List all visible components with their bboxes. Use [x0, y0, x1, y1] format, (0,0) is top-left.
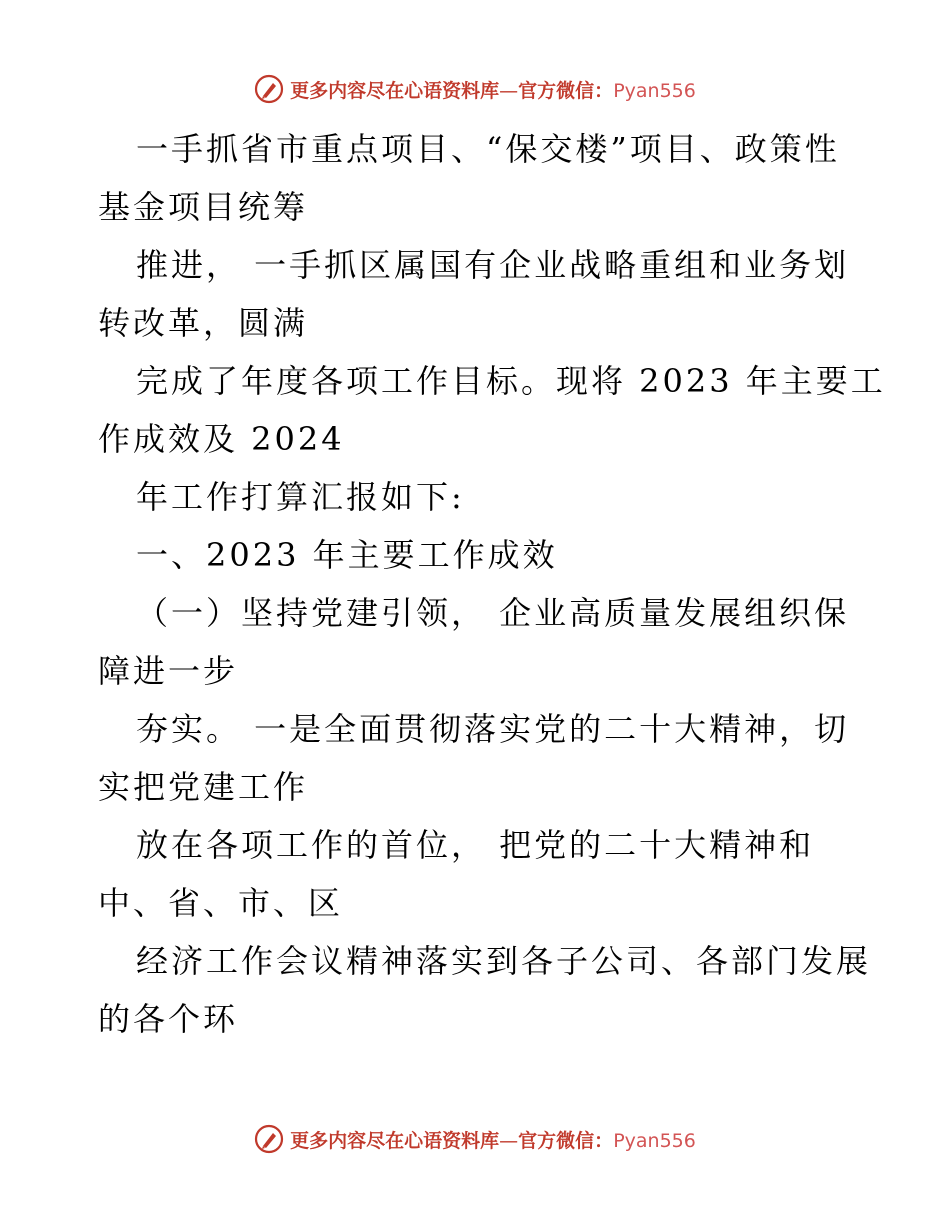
watermark-text: 更多内容尽在心语资料库—官方微信：Pyan556 [290, 1129, 696, 1152]
text-line: 实把党建工作 [98, 768, 309, 806]
text-line: 作成效及 2024 [98, 420, 345, 458]
text-line: 夯实。 一是全面贯彻落实党的二十大精神，切 [136, 710, 850, 748]
section-heading: 一、2023 年主要工作成效 [136, 536, 558, 574]
text-line: 放在各项工作的首位， 把党的二十大精神和 [136, 826, 815, 864]
subsection-heading: （一）坚持党建引领， 企业高质量发展组织保 [136, 594, 850, 632]
text-line: 完成了年度各项工作目标。现将 2023 年主要工 [136, 362, 886, 400]
watermark-footer [0, 1122, 950, 1156]
text-line: 一手抓省市重点项目、“保交楼”项目、政策性 [136, 130, 840, 168]
watermark-header [0, 72, 950, 106]
document-body [98, 120, 886, 1048]
text-line: 经济工作会议精神落实到各子公司、各部门发展 [136, 942, 872, 980]
text-line: 障进一步 [98, 652, 239, 690]
text-line: 转改革，圆满 [98, 304, 309, 342]
text-line: 的各个环 [98, 1000, 239, 1038]
pen-logo-icon [254, 74, 284, 104]
text-line: 年工作打算汇报如下: [136, 478, 465, 516]
pen-logo-icon [254, 1124, 284, 1154]
text-line: 基金项目统筹 [98, 188, 309, 226]
watermark-text: 更多内容尽在心语资料库—官方微信：Pyan556 [290, 79, 696, 102]
text-line: 中、省、市、区 [98, 884, 344, 922]
text-line: 推进， 一手抓区属国有企业战略重组和业务划 [136, 246, 850, 284]
